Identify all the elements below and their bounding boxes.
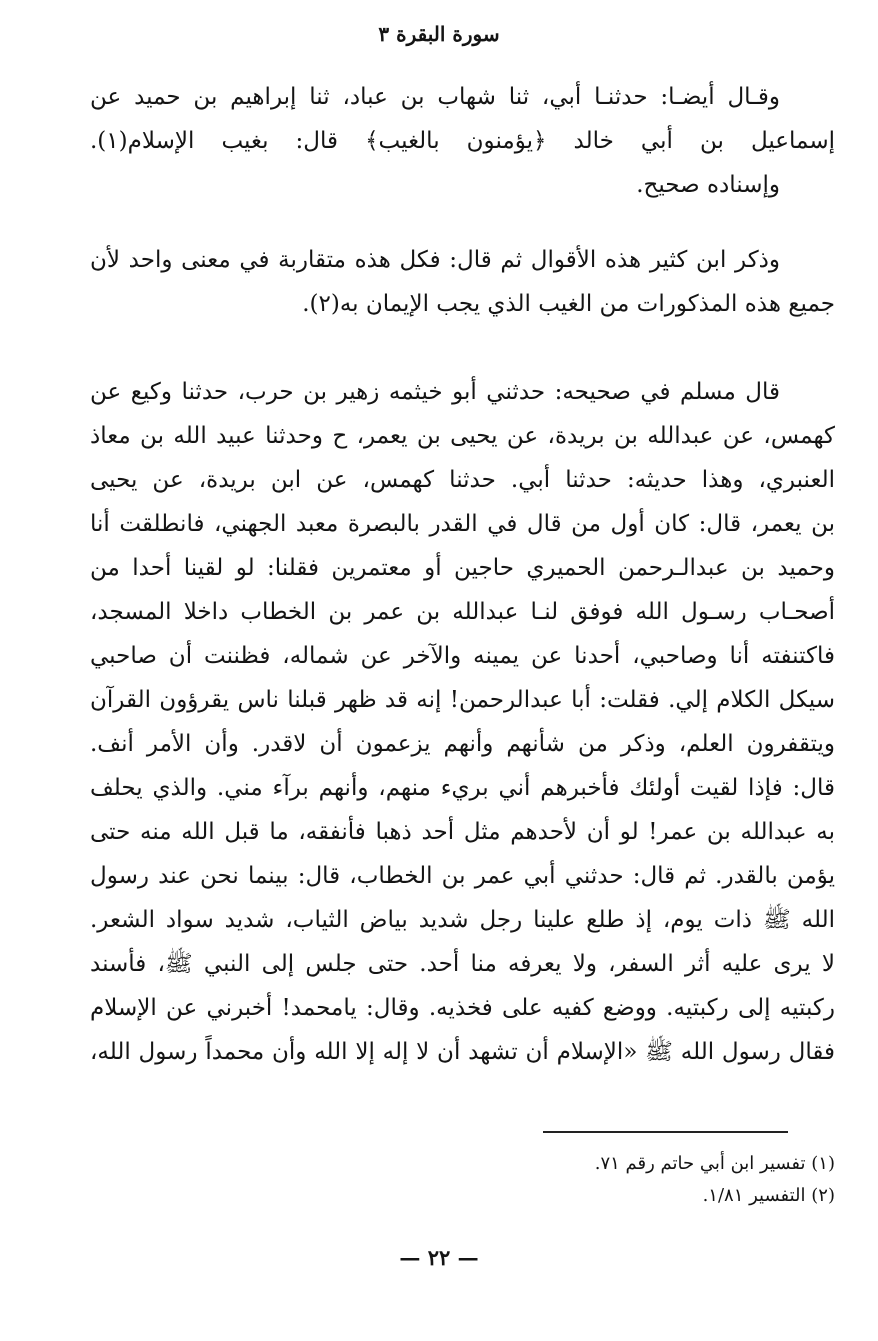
text-line: بن يعمر، قال: كان أول من قال في القدر بالبصرة معبد الجهني، فانطلقت أنا [90,511,835,537]
footnotes [90,1148,845,1212]
text-line: الله ﷺ ذات يوم، إذ طلع علينا رجل شديد بياض الثياب، شديد سواد الشعر. [90,907,835,933]
text-line: به عبدالله بن عمر! لو أن لأحدهم مثل أحد ذهبا فأنفقه، ما قبل الله منه حتى [90,819,835,845]
text-line: إسماعيل بن أبي خالد ﴿يؤمنون بالغيب﴾ قال: بغيب الإسلام(١). [90,128,835,154]
text-line: العنبري، وهذا حديثه: حدثنا أبي. حدثنا كهمس، عن ابن بريدة، عن يحيى [90,467,835,493]
text-line: أصحـاب رسـول الله فوفق لنـا عبدالله بن عمر بن الخطاب داخلا المسجد، [90,599,835,625]
text-line: يؤمن بالقدر. ثم قال: حدثني أبي عمر بن الخطاب، قال: بينما نحن عند رسول [90,863,835,889]
page-number: — ٢٢ — [399,1245,479,1270]
paragraph [90,75,835,207]
text-line: وحميد بن عبدالـرحمن الحميري حاجين أو معتمرين فقلنا: لو لقينا أحدا من [90,555,835,581]
text-line: لا يرى عليه أثر السفر، ولا يعرفه منا أحد. حتى جلس إلى النبي ﷺ، فأسند [90,951,835,977]
text-line: فاكتنفته أنا وصاحبي، أحدنا عن يمينه والآخر عن شماله، فظننت أن صاحبي [90,643,835,669]
text-line: وقـال أيضـا: حدثنـا أبي، ثنا شهاب بن عباد، ثنا إبراهيم بن حميد عن [90,84,780,110]
text-line: فقال رسول الله ﷺ «الإسلام أن تشهد أن لا إله إلا الله وأن محمداً رسول الله، [90,1039,835,1065]
text-line: ويتقفرون العلم، وذكر من شأنهم وأنهم يزعمون أن لاقدر. وأن الأمر أنف. [90,731,835,757]
text-line: قال مسلم في صحيحه: حدثني أبو خيثمه زهير بن حرب، حدثنا وكيع عن [90,379,780,405]
text-line: جميع هذه المذكورات من الغيب الذي يجب الإيمان به(٢). [302,291,835,317]
page-header-title: سورة البقرة ٣ [378,22,500,46]
text-line: قال: فإذا لقيت أولئك فأخبرهم أني بريء منهم، وأنهم برآء مني. والذي يحلف [90,775,835,801]
text-line: كهمس، عن عبدالله بن بريدة، عن يحيى بن يعمر، ح وحدثنا عبيد الله بن معاذ [90,423,835,449]
footnote-divider [543,1131,788,1133]
paragraph [90,238,835,326]
paragraph [90,370,835,1074]
footnote: (٢) التفسير ١/٨١. [702,1185,835,1206]
text-line: ركبتيه إلى ركبتيه. ووضع كفيه على فخذيه. وقال: يامحمد! أخبرني عن الإسلام [90,995,835,1021]
text-line: سيكل الكلام إلي. فقلت: أبا عبدالرحمن! إنه قد ظهر قبلنا ناس يقرؤون القرآن [90,687,835,713]
text-line: وإسناده صحيح. [636,172,780,198]
text-line: وذكر ابن كثير هذه الأقوال ثم قال: فكل هذه متقاربة في معنى واحد لأن [90,247,780,273]
footnote: (١) تفسير ابن أبي حاتم رقم ٧١. [594,1153,835,1174]
